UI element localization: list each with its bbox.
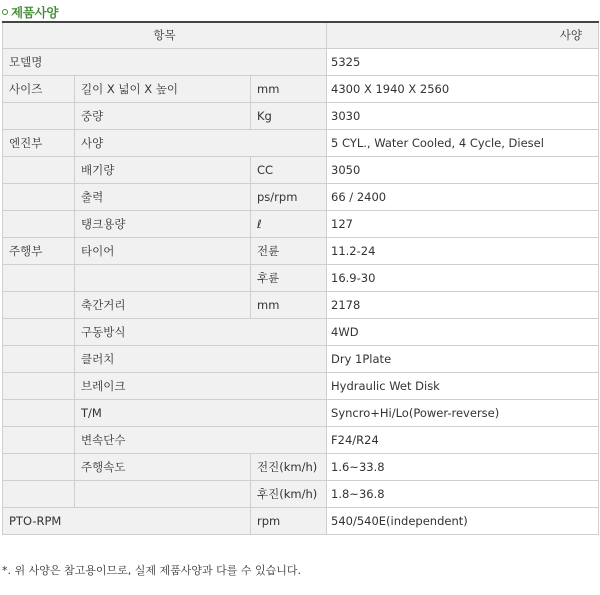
row-value: 1.8~36.8	[327, 480, 599, 507]
row-value: 4300 X 1940 X 2560	[327, 75, 599, 102]
row-value: Hydraulic Wet Disk	[327, 372, 599, 399]
row-unit: ps/rpm	[251, 183, 327, 210]
row-label: PTO-RPM	[3, 507, 251, 534]
circle-bullet-icon	[2, 9, 8, 15]
row-category: 엔진부	[3, 129, 75, 156]
row-value: 3050	[327, 156, 599, 183]
row-item: T/M	[75, 399, 327, 426]
row-unit: 전륜	[251, 237, 327, 264]
spec-row-model	[3, 48, 599, 75]
row-category	[3, 399, 75, 426]
spec-row-tank	[3, 210, 599, 237]
row-category	[3, 291, 75, 318]
spec-row-brake	[3, 372, 599, 399]
spec-row-pto	[3, 507, 599, 534]
spec-table	[2, 21, 599, 535]
row-category	[3, 426, 75, 453]
row-category	[3, 183, 75, 210]
row-category	[3, 453, 75, 480]
spec-row-output	[3, 183, 599, 210]
row-value: 2178	[327, 291, 599, 318]
row-item: 길이 X 넓이 X 높이	[75, 75, 251, 102]
spec-row-speed-forward	[3, 453, 599, 480]
spec-row-gears	[3, 426, 599, 453]
row-value: Dry 1Plate	[327, 345, 599, 372]
spec-row-wheelbase	[3, 291, 599, 318]
row-item	[75, 480, 251, 507]
spec-row-transmission	[3, 399, 599, 426]
row-category	[3, 264, 75, 291]
row-category	[3, 480, 75, 507]
row-item	[75, 264, 251, 291]
header-item: 항목	[3, 22, 327, 48]
header-spec: 사양	[327, 22, 599, 48]
row-unit: ℓ	[251, 210, 327, 237]
row-unit: mm	[251, 291, 327, 318]
row-item: 축간거리	[75, 291, 251, 318]
row-value: 540/540E(independent)	[327, 507, 599, 534]
spec-row-weight	[3, 102, 599, 129]
row-value: 5 CYL., Water Cooled, 4 Cycle, Diesel	[327, 129, 599, 156]
row-item: 탱크용량	[75, 210, 251, 237]
row-label: 모델명	[3, 48, 327, 75]
row-value: 66 / 2400	[327, 183, 599, 210]
row-item: 출력	[75, 183, 251, 210]
row-value: 11.2-24	[327, 237, 599, 264]
row-category	[3, 318, 75, 345]
row-category	[3, 156, 75, 183]
row-unit: Kg	[251, 102, 327, 129]
spec-row-displacement	[3, 156, 599, 183]
row-value: 1.6~33.8	[327, 453, 599, 480]
row-item: 구동방식	[75, 318, 327, 345]
row-category: 사이즈	[3, 75, 75, 102]
spec-row-tire-rear	[3, 264, 599, 291]
row-item: 주행속도	[75, 453, 251, 480]
row-value: F24/R24	[327, 426, 599, 453]
spec-table-header	[3, 22, 599, 48]
row-value: 5325	[327, 48, 599, 75]
spec-row-drive	[3, 318, 599, 345]
row-unit: mm	[251, 75, 327, 102]
row-item: 타이어	[75, 237, 251, 264]
spec-row-size	[3, 75, 599, 102]
row-unit: 후륜	[251, 264, 327, 291]
row-item: 사양	[75, 129, 327, 156]
row-unit: 후진(km/h)	[251, 480, 327, 507]
row-unit: CC	[251, 156, 327, 183]
section-title-text: 제품사양	[11, 5, 59, 20]
row-unit: rpm	[251, 507, 327, 534]
spec-row-engine	[3, 129, 599, 156]
row-value: Syncro+Hi/Lo(Power-reverse)	[327, 399, 599, 426]
spec-row-clutch	[3, 345, 599, 372]
section-title	[2, 3, 58, 21]
row-unit: 전진(km/h)	[251, 453, 327, 480]
row-value: 127	[327, 210, 599, 237]
row-category	[3, 345, 75, 372]
row-item: 클러치	[75, 345, 327, 372]
disclaimer-note: *. 위 사양은 참고용이므로, 실제 제품사양과 다를 수 있습니다.	[2, 564, 301, 577]
spec-row-speed-reverse	[3, 480, 599, 507]
row-category	[3, 102, 75, 129]
row-item: 중량	[75, 102, 251, 129]
row-value: 3030	[327, 102, 599, 129]
row-value: 4WD	[327, 318, 599, 345]
row-item: 브레이크	[75, 372, 327, 399]
row-value: 16.9-30	[327, 264, 599, 291]
row-category: 주행부	[3, 237, 75, 264]
row-item: 배기량	[75, 156, 251, 183]
row-category	[3, 372, 75, 399]
row-item: 변속단수	[75, 426, 327, 453]
row-category	[3, 210, 75, 237]
spec-row-tire-front	[3, 237, 599, 264]
